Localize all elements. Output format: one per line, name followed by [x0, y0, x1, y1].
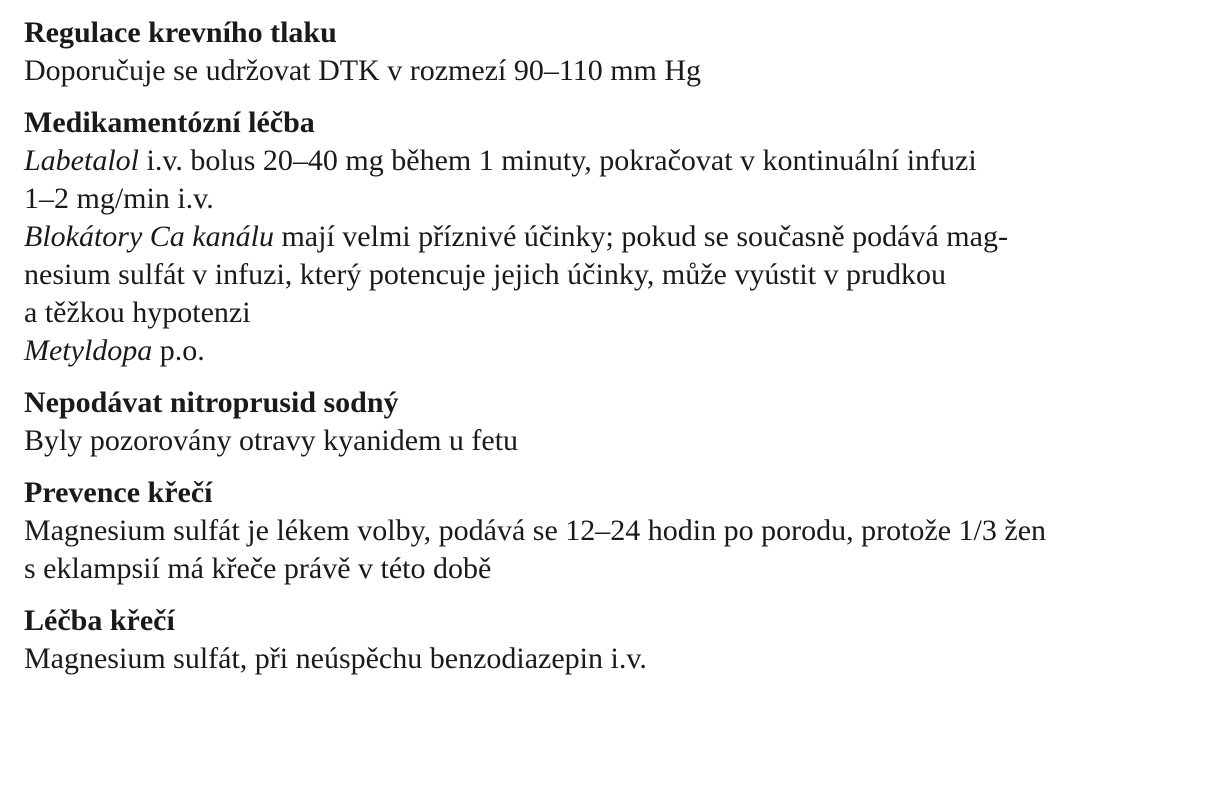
section-heading: Regulace krevního tlaku [24, 16, 337, 49]
text-line: Magnesium sulfát, při neúspěchu benzodiazepin i.v. [24, 642, 647, 675]
line-text: p.o. [152, 334, 205, 367]
section-blood-pressure [24, 14, 1214, 90]
text-line [24, 218, 1214, 256]
text-line [24, 142, 1214, 180]
text-line [24, 332, 1214, 370]
section-heading: Medikamentózní léčba [24, 106, 315, 139]
text-line: Doporučuje se udržovat DTK v rozmezí 90–110 mm Hg [24, 54, 702, 87]
drug-name: Labetalol [24, 144, 140, 177]
section-heading: Nepodávat nitroprusid sodný [24, 386, 399, 419]
text-line: nesium sulfát v infuzi, který potencuje jejich účinky, může vyústit v prudkou [24, 258, 947, 291]
drug-name: Blokátory Ca kanálu [24, 220, 274, 253]
text-line: s eklampsií má křeče právě v této době [24, 552, 492, 585]
text-line: Magnesium sulfát je lékem volby, podává se 12–24 hodin po porodu, protože 1/3 žen [24, 514, 1047, 547]
section-seizure-treatment [24, 602, 1214, 678]
line-text: mají velmi příznivé účinky; pokud se současně podává mag- [273, 220, 1008, 253]
section-heading: Prevence křečí [24, 476, 213, 509]
text-line: Byly pozorovány otravy kyanidem u fetu [24, 424, 519, 457]
document-body [24, 14, 1214, 692]
text-line: a těžkou hypotenzi [24, 296, 251, 329]
section-heading: Léčba křečí [24, 604, 175, 637]
section-medication [24, 104, 1214, 370]
section-seizure-prevention [24, 474, 1214, 588]
text-line: 1–2 mg/min i.v. [24, 182, 214, 215]
section-nitroprusside [24, 384, 1214, 460]
line-text: i.v. bolus 20–40 mg během 1 minuty, pokračovat v kontinuální infuzi [139, 144, 977, 177]
drug-name: Metyldopa [24, 334, 153, 367]
